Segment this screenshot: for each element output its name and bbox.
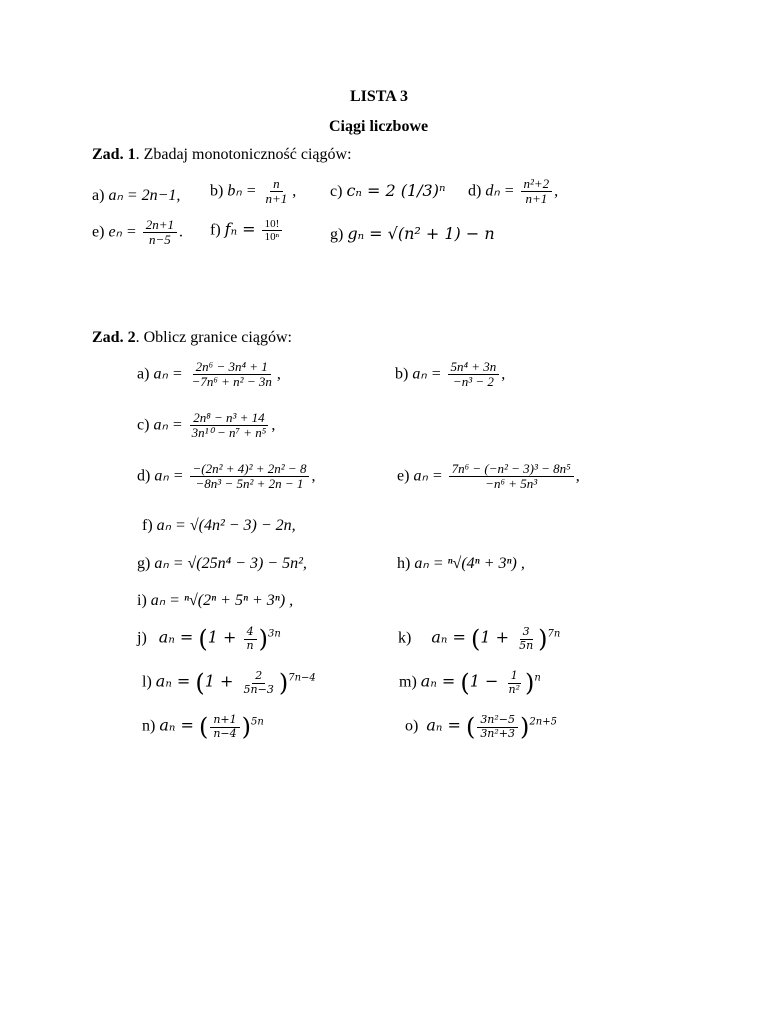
zad2-item-f bbox=[142, 515, 296, 535]
zad1-label: Zad. 1 bbox=[92, 146, 136, 163]
item-label: a) bbox=[92, 187, 105, 204]
zad1-item-b: b) bₙ = $\frac{n}{n+1}$ , bbox=[210, 176, 297, 207]
item-label: d) bbox=[468, 182, 482, 200]
fraction: $\frac{n}{n+1}$ bbox=[265, 176, 288, 207]
fraction: $\frac{\text{2n⁶ − 3n⁴ + 1}}{\text{−7n⁶ + n² − 3n}}$ bbox=[191, 359, 272, 390]
zad2-item-j: j) aₙ = (1 + $\frac{4}{n}$ )$^{3n}$ bbox=[137, 625, 281, 653]
zad2-item-g bbox=[137, 553, 307, 573]
fraction: $\frac{2}{5n-3}$ bbox=[243, 669, 274, 696]
math-lhs: bₙ = bbox=[227, 182, 257, 200]
math-expression: aₙ = ⁿ√(4ⁿ + 3ⁿ) , bbox=[414, 555, 525, 572]
fraction: $\frac{\text{−(2n² + 4)² + 2n² − 8}}{\text{−8n³ − 5n² + 2n − 1}}$ bbox=[190, 462, 310, 492]
math-expression: aₙ = 2n−1, bbox=[108, 187, 181, 204]
math-expression: cₙ = 2 (1/3)ⁿ bbox=[346, 181, 446, 200]
item-label: f) bbox=[210, 221, 221, 239]
fraction: $\frac{\text{3n²−5}}{\text{3n²+3}}$ bbox=[477, 714, 518, 739]
zad2-item-c: c) aₙ = $\frac{\text{2n⁸ − n³ + 14}}{\text{3n¹⁰ − n⁷ + n⁵}}$ , bbox=[137, 410, 276, 441]
fraction: $\frac{2n+1}{n-5}$ bbox=[143, 218, 177, 248]
zad2-text: . Oblicz granice ciągów: bbox=[135, 329, 292, 346]
item-label: n) bbox=[142, 717, 156, 735]
zad2-heading bbox=[92, 329, 292, 347]
item-label: e) bbox=[397, 467, 410, 485]
zad1-item-a bbox=[92, 185, 180, 205]
item-label: c) bbox=[330, 183, 343, 200]
item-label: b) bbox=[210, 182, 224, 200]
zad1-item-d: d) dₙ = $\frac{\text{n²+2}}{n+1}$ , bbox=[468, 176, 559, 207]
page-title: LISTA 3 bbox=[350, 88, 408, 105]
fraction: $\frac{1}{\text{n²}}$ bbox=[508, 669, 521, 696]
zad2-item-m: m) aₙ = (1 − $\frac{1}{\text{n²}}$ )$^n$ bbox=[399, 669, 541, 697]
math-lhs: eₙ = bbox=[108, 223, 137, 241]
item-label: f) bbox=[142, 517, 153, 534]
fraction: $\frac{\text{2n⁸ − n³ + 14}}{\text{3n¹⁰ − n⁷ + n⁵}}$ bbox=[191, 410, 267, 441]
item-label: d) bbox=[137, 467, 151, 485]
zad2-item-a: a) aₙ = $\frac{\text{2n⁶ − 3n⁴ + 1}}{\text{−7n⁶ + n² − 3n}}$ , bbox=[137, 359, 281, 390]
zad1-item-c bbox=[330, 181, 445, 201]
zad2-item-h bbox=[397, 553, 525, 573]
fraction: $\frac{n+1}{n-4}$ bbox=[210, 714, 239, 739]
fraction: $\frac{\text{n²+2}}{n+1}$ bbox=[521, 177, 553, 207]
zad2-item-b: b) aₙ = $\frac{\text{5n⁴ + 3n}}{\text{−n³ − 2}}$ , bbox=[395, 359, 506, 390]
zad2-item-d: d) aₙ = $\frac{\text{−(2n² + 4)² + 2n² − 8}}{\text{−8n³ − 5n² + 2n − 1}}$ , bbox=[137, 461, 316, 492]
zad2-item-i bbox=[137, 590, 293, 610]
zad2-item-l: l) aₙ = (1 + $\frac{2}{5n-3}$ )$^{7n-4}$ bbox=[142, 669, 316, 697]
zad1-item-g bbox=[330, 224, 495, 244]
item-label: h) bbox=[397, 555, 411, 572]
item-label: c) bbox=[137, 416, 150, 434]
item-label: g) bbox=[330, 226, 344, 243]
page-subtitle: Ciągi liczbowe bbox=[329, 118, 429, 135]
item-label: b) bbox=[395, 365, 409, 383]
item-label: i) bbox=[137, 592, 147, 609]
zad1-heading bbox=[92, 146, 352, 164]
math-expression: aₙ = ⁿ√(2ⁿ + 5ⁿ + 3ⁿ) , bbox=[150, 592, 294, 609]
zad1-text: . Zbadaj monotoniczność ciągów: bbox=[135, 146, 352, 163]
item-label: o) bbox=[405, 717, 419, 735]
item-label: j) bbox=[137, 629, 147, 647]
fraction: $\frac{3}{5n}$ bbox=[519, 625, 534, 652]
zad1-item-e: e) eₙ = $\frac{2n+1}{n-5}$ . bbox=[92, 217, 183, 248]
fraction: $\frac{\text{7n⁶ − (−n² − 3)³ − 8n⁵}}{\text{−n⁶ + 5n³}}$ bbox=[449, 462, 574, 492]
zad2-item-o: o) aₙ = ( $\frac{\text{3n²−5}}{\text{3n²+3}}$ )$^{2n+5}$ bbox=[405, 713, 557, 741]
item-label: a) bbox=[137, 365, 150, 383]
math-lhs: dₙ = bbox=[485, 182, 515, 200]
zad1-item-f bbox=[210, 218, 284, 243]
fraction: $\frac{\text{5n⁴ + 3n}}{\text{−n³ − 2}}$ bbox=[448, 360, 500, 390]
fraction: $\frac{4}{n}$ bbox=[244, 626, 257, 651]
item-label: k) bbox=[398, 629, 412, 647]
math-expression: aₙ = √(25n⁴ − 3) − 5n², bbox=[154, 555, 307, 572]
math-expression: gₙ = √(n² + 1) − n bbox=[347, 224, 495, 243]
zad2-item-n: n) aₙ = ( $\frac{n+1}{n-4}$ )$^{5n}$ bbox=[142, 713, 264, 741]
math-lhs: fₙ = bbox=[224, 219, 256, 239]
zad2-item-k: k) aₙ = (1 + $\frac{3}{5n}$ )$^{7n}$ bbox=[398, 625, 561, 653]
zad2-item-e: e) aₙ = $\frac{\text{7n⁶ − (−n² − 3)³ − 8n⁵}}{\text{−n⁶ + 5n³}}$ , bbox=[397, 461, 580, 492]
item-label: e) bbox=[92, 223, 105, 241]
fraction: $\frac{10!}{\text{10ⁿ}}$ bbox=[262, 218, 283, 243]
item-label: g) bbox=[137, 555, 151, 572]
math-expression: aₙ = √(4n² − 3) − 2n, bbox=[156, 517, 296, 534]
item-label: l) bbox=[142, 673, 152, 691]
item-label: m) bbox=[399, 673, 417, 691]
zad2-label: Zad. 2 bbox=[92, 329, 136, 346]
